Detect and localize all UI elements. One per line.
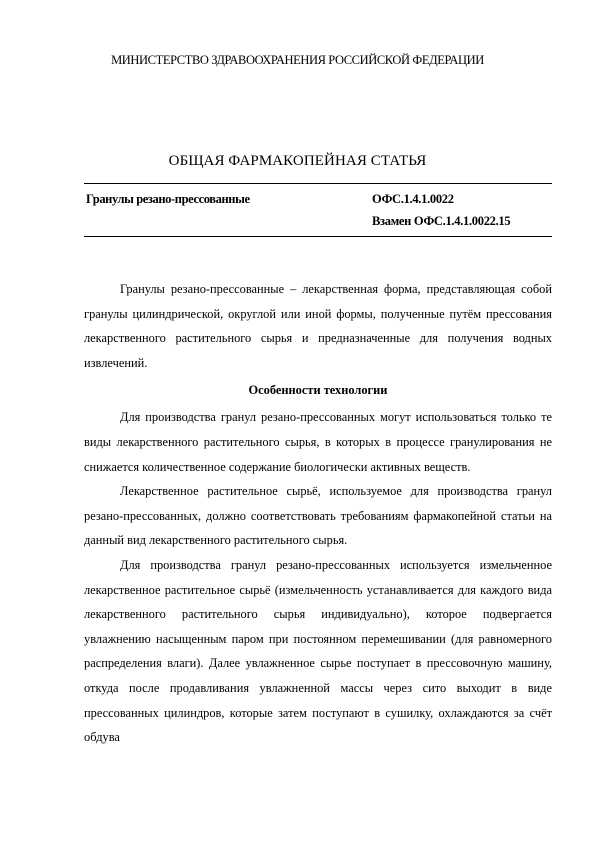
intro-paragraph: Гранулы резано-прессованные – лекарственная форма, представляющая собой гранулы цилиндрической, округлой или иной формы, полученные путём прессования лекарственного растительного сырья и предназначенные для получения водных извлечений. [84, 282, 552, 370]
body-paragraph-3: Для производства гранул резано-прессованных используется измельченное лекарственное растительное сырьё (измельченность устанавливается для каждого вида лекарственного растительного сырья индивидуально), которое подвергается увлажнению насыщенным паром при постоянном перемешивании (для равномерного распределения влаги). Далее увлажненное сырье поступает в прессовочную машину, откуда после продавливания увлажненной массы через сито выходит в виде прессованных цилиндров, которые затем поступают в сушилку, охлаждаются за счёт обдува [84, 557, 552, 745]
monograph-code: ОФС.1.4.1.0022 [372, 192, 454, 206]
header-bottom-rule [84, 236, 552, 237]
ministry-heading: МИНИСТЕРСТВО ЗДРАВООХРАНЕНИЯ РОССИЙСКОЙ ФЕДЕРАЦИИ [111, 53, 484, 67]
body-paragraph-2: Лекарственное растительное сырьё, используемое для производства гранул резано-прессованных, должно соответствовать требованиям фармакопейной статьи на данный вид лекарственного растительного сырья. [84, 484, 552, 548]
header-top-rule [84, 183, 552, 184]
document-body [84, 277, 552, 750]
document-type-title: ОБЩАЯ ФАРМАКОПЕЙНАЯ СТАТЬЯ [168, 153, 427, 169]
monograph-name: Гранулы резано-прессованные [86, 192, 250, 206]
section-title: Особенности технологии [248, 383, 388, 398]
monograph-replaces: Взамен ОФС.1.4.1.0022.15 [372, 214, 511, 228]
body-paragraph-1: Для производства гранул резано-прессованных могут использоваться только те виды лекарственного растительного сырья, в которых в процессе гранулирования не снижается количественное содержание биологически активных веществ. [84, 410, 552, 474]
